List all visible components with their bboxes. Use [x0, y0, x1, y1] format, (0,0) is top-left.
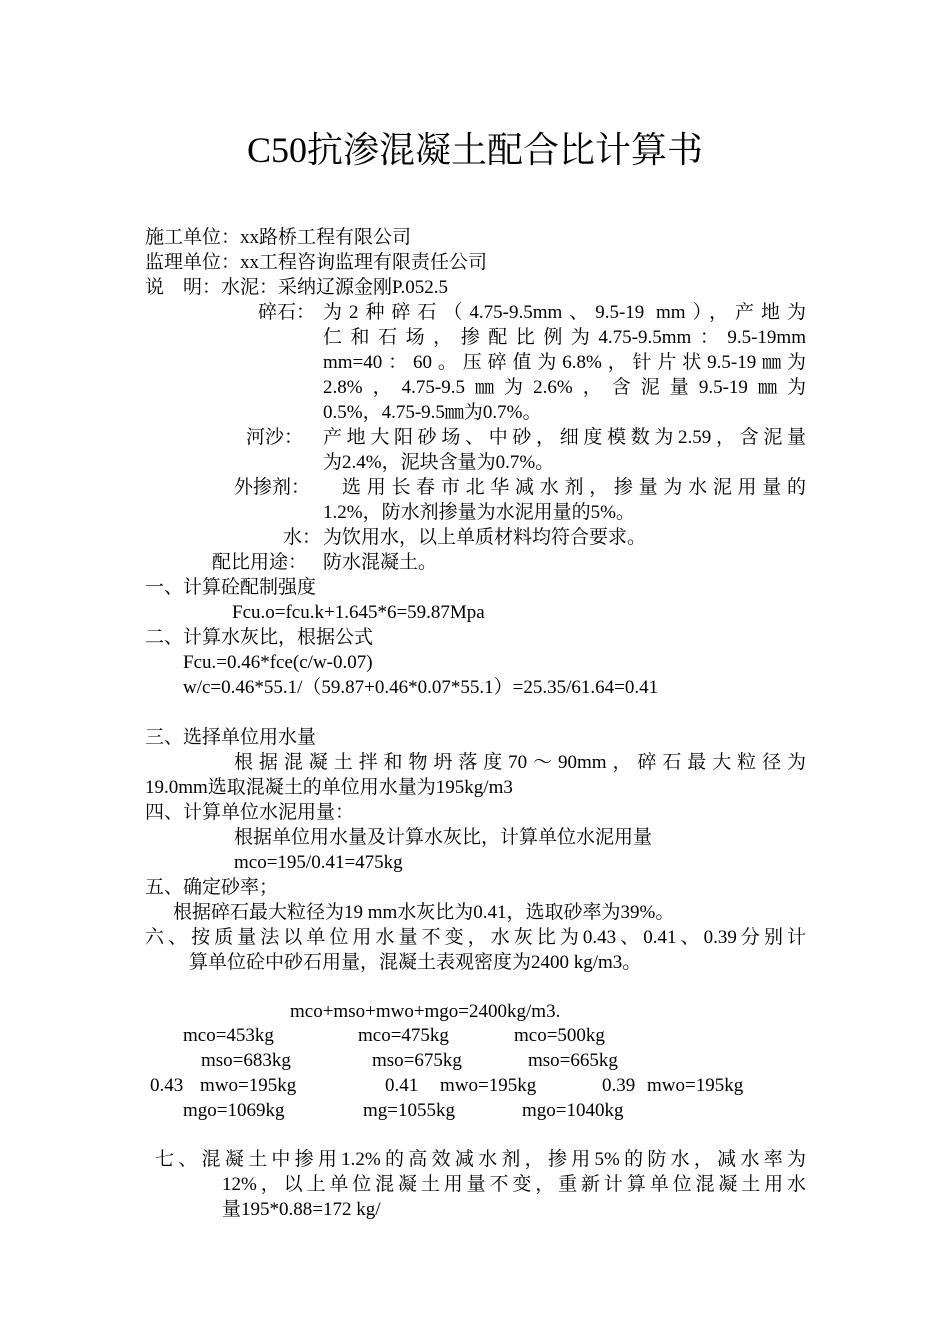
- mso-043: mso=683kg: [201, 1050, 291, 1071]
- purpose-text: 防水混凝土。: [323, 552, 438, 573]
- section-5-line: 根据碎石最大粒径为19 mm水灰比为0.41，选取砂率为39%。: [173, 902, 675, 923]
- section-2-formula-2: w/c=0.46*55.1/（59.87+0.46*0.07*55.1）=25.35/61.64=0.41: [183, 677, 659, 698]
- ratio-039: 0.39: [602, 1075, 636, 1096]
- mwo-041: mwo=195kg: [440, 1075, 537, 1096]
- section-5-heading: 五、确定砂率；: [145, 877, 279, 898]
- sand-line: 产地大阳砂场、中砂，细度模数为2.59，含泥量: [323, 427, 806, 448]
- admixture-label: 外掺剂：: [234, 477, 311, 498]
- section-4-line-2: mco=195/0.41=475kg: [234, 852, 403, 873]
- section-7-line-2: 12%，以上单位混凝土用量不变，重新计算单位混凝土用水: [222, 1174, 806, 1195]
- purpose-label: 配比用途：: [212, 552, 308, 573]
- cement-line: 说 明：水泥：采纳辽源金刚P.052.5: [145, 277, 448, 298]
- section-7-line-3: 量195*0.88=172 kg/: [222, 1199, 381, 1220]
- mwo-039: mwo=195kg: [647, 1075, 744, 1096]
- admixture-line: 1.2%，防水剂掺量为水泥用量的5%。: [323, 502, 635, 523]
- gravel-line: 0.5%，4.75-9.5㎜为0.7%。: [323, 402, 542, 423]
- mgo-043: mgo=1069kg: [183, 1100, 285, 1121]
- section-3-text: [234, 750, 806, 775]
- section-4-line-1: 根据单位用水量及计算水灰比，计算单位水泥用量: [234, 827, 653, 848]
- sand-line: 为2.4%，泥块含量为0.7%。: [323, 452, 555, 473]
- section-3-heading: 三、选择单位用水量: [145, 727, 317, 748]
- mgo-039: mgo=1040kg: [522, 1100, 624, 1121]
- section-3-line-1: 根据混凝土拌和物坍落度70～90mm，碎石最大粒径为: [234, 752, 806, 773]
- gravel-line: mm=40：60。压碎值为6.8%，针片状9.5-19㎜为: [323, 352, 806, 373]
- mwo-043: mwo=195kg: [200, 1075, 297, 1096]
- section-1-formula: Fcu.o=fcu.k+1.645*6=59.87Mpa: [232, 602, 485, 623]
- supervision-unit: 监理单位：xx工程咨询监理有限责任公司: [145, 252, 488, 273]
- section-4-heading: 四、计算单位水泥用量：: [145, 802, 355, 823]
- section-1-heading: 一、计算砼配制强度: [145, 577, 317, 598]
- ratio-041: 0.41: [385, 1075, 419, 1096]
- mgo-041: mg=1055kg: [363, 1100, 455, 1121]
- sand-text: [323, 425, 806, 475]
- section-7-text: [155, 1147, 806, 1172]
- mco-043: mco=453kg: [183, 1025, 274, 1046]
- water-label: 水：: [283, 527, 322, 548]
- section-6-line-1: 六、按质量法以单位用水量不变，水灰比为0.43、0.41、0.39分别计: [145, 927, 806, 948]
- water-text: 为饮用水，以上单质材料均符合要求。: [323, 527, 647, 548]
- section-7-text-2: [222, 1172, 806, 1197]
- mco-041: mco=475kg: [358, 1025, 449, 1046]
- gravel-line: 仁和石场，掺配比例为4.75-9.5mm：9.5-19mm: [323, 327, 806, 348]
- section-6-line-2: 算单位砼中砂石用量，混凝土表观密度为2400 kg/m3。: [189, 952, 642, 973]
- gravel-line: 2.8%，4.75-9.5㎜为2.6%，含泥量9.5-19㎜为: [323, 377, 806, 398]
- gravel-text: [323, 300, 806, 425]
- mso-041: mso=675kg: [372, 1050, 462, 1071]
- ratio-043: 0.43: [150, 1075, 184, 1096]
- gravel-label: 碎石：: [258, 302, 316, 323]
- admixture-line: 选用长春市北华减水剂，掺量为水泥用量的: [342, 477, 806, 498]
- section-2-formula-1: Fcu.=0.46*fce(c/w-0.07): [183, 652, 373, 673]
- page-title: C50抗渗混凝土配合比计算书: [246, 130, 703, 170]
- section-6-text: [145, 925, 806, 950]
- mso-039: mso=665kg: [528, 1050, 618, 1071]
- section-7-line-1: 七、混凝土中掺用1.2%的高效减水剂，掺用5%的防水，减水率为: [155, 1149, 806, 1170]
- admixture-text: [342, 475, 806, 500]
- construction-unit: 施工单位：xx路桥工程有限公司: [145, 227, 412, 248]
- section-3-line-2: 19.0mm选取混凝土的单位用水量为195kg/m3: [145, 777, 513, 798]
- mco-039: mco=500kg: [514, 1025, 605, 1046]
- sand-label: 河沙：: [246, 427, 304, 448]
- section-2-heading: 二、计算水灰比，根据公式: [145, 627, 374, 648]
- section-6-formula: mco+mso+mwo+mgo=2400kg/m3.: [290, 1001, 561, 1022]
- gravel-line: 为2种碎石（4.75-9.5mm、9.5-19 mm），产地为: [323, 302, 806, 323]
